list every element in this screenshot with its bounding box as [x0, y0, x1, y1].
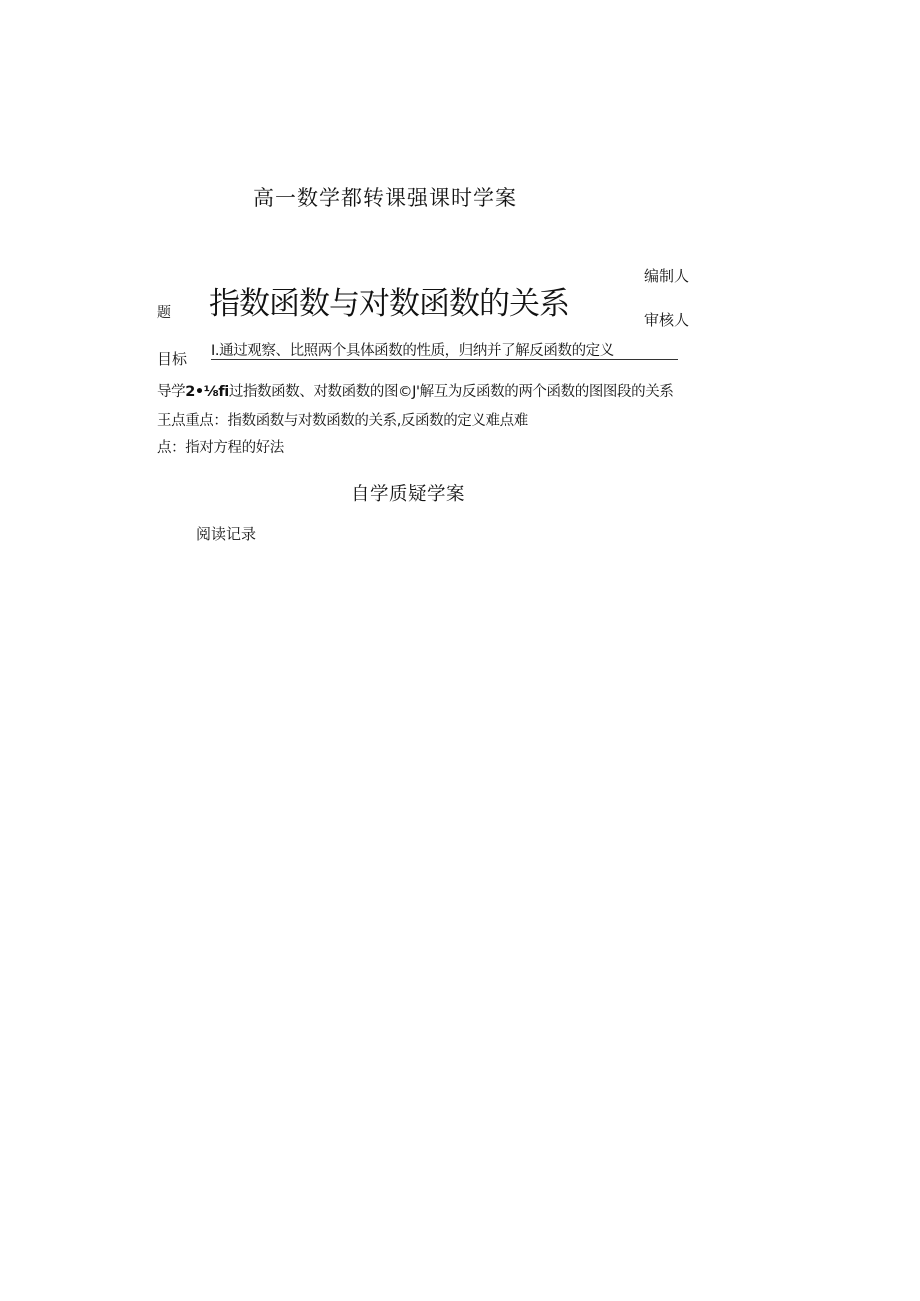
- editor-label: 编制人: [644, 267, 690, 285]
- guide-rest: 过指数函数、对数函数的图©J'解互为反函数的两个函数的图图段的关系: [228, 384, 674, 400]
- goal-label: 目标: [157, 350, 188, 368]
- guide-prefix: 导学: [157, 384, 186, 400]
- reviewer-label: 审核人: [644, 311, 690, 329]
- reading-record-label: 阅读记录: [196, 525, 257, 543]
- goal-item-1: I.通过观察、比照两个具体函数的性质，归纳并了解反函数的定义: [211, 343, 614, 359]
- section-title: 自学质疑学案: [351, 484, 466, 505]
- key-points-line: 王点重点：指数函数与对数函数的关系,反函数的定义难点难: [157, 413, 528, 429]
- lesson-title: 指数函数与对数函数的关系: [209, 286, 569, 322]
- guide-line: [157, 380, 673, 401]
- difficulty-line: 点：指对方程的好法: [157, 440, 284, 456]
- topic-label: 题: [157, 305, 171, 321]
- page-header-title: 高一数学都转课强课时学案: [253, 186, 517, 210]
- guide-bold-fragment: 2•⅛fi: [185, 384, 229, 400]
- goal-underline: [211, 359, 678, 360]
